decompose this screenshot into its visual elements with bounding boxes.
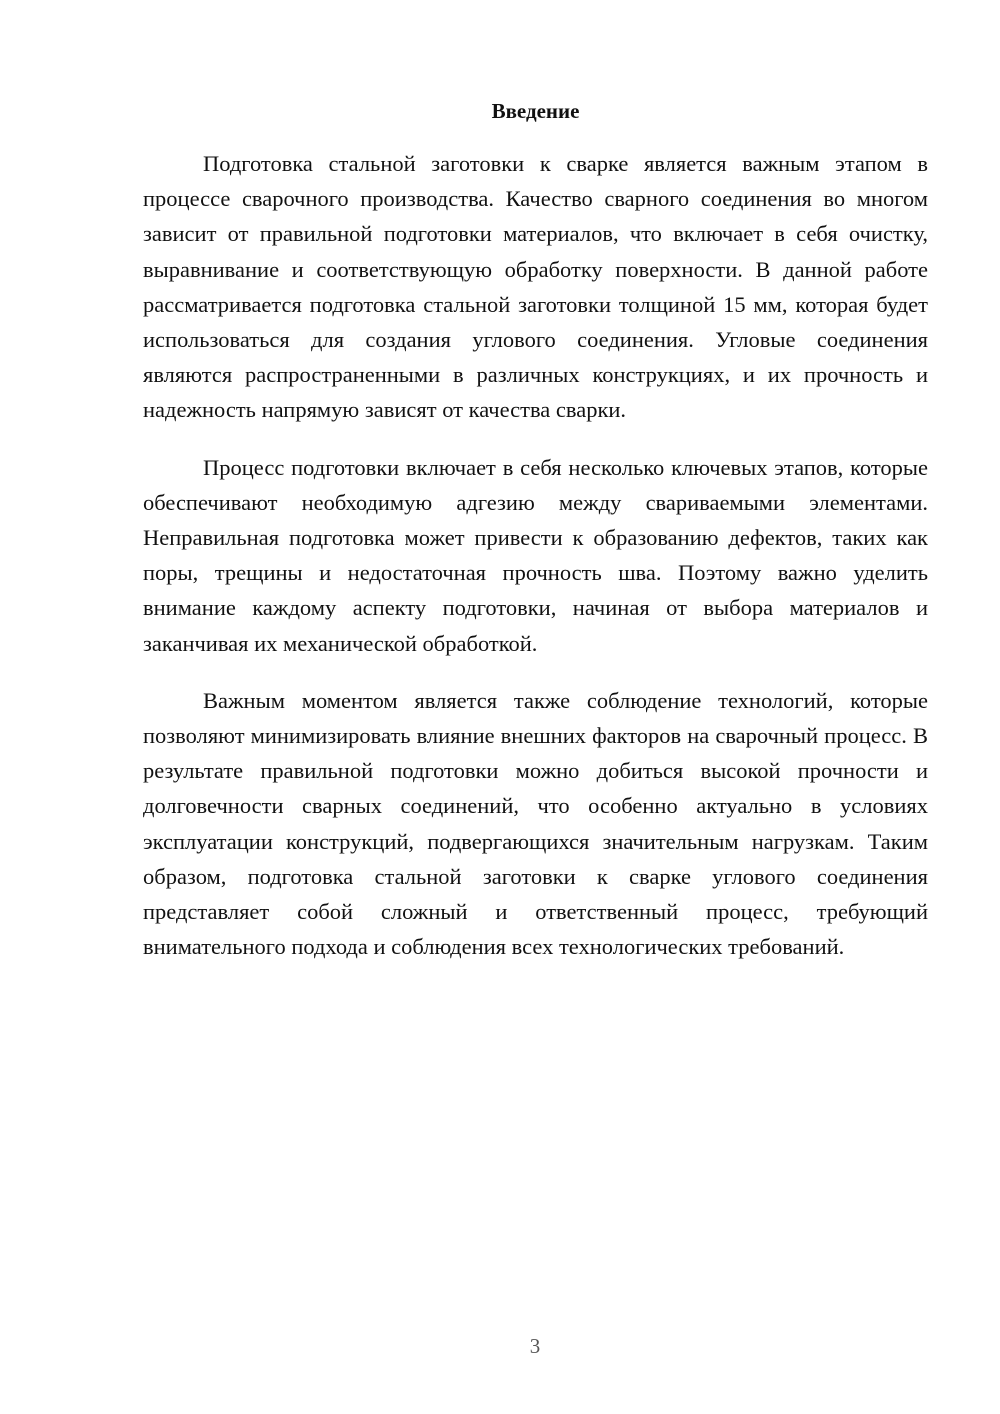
paragraph-2: Процесс подготовки включает в себя несколько ключевых этапов, которые обеспечивают необходимую адгезию между свариваемыми элементами. Неправильная подготовка может привести к образованию дефектов, таких как поры, трещины и недостаточная прочность шва. Поэтому важно уделить внимание каждому аспекту подготовки, начиная от выбора материалов и заканчивая их механической обработкой.	[143, 454, 928, 656]
paragraph-3: Важным моментом является также соблюдение технологий, которые позволяют минимизировать влияние внешних факторов на сварочный процесс. В результате правильной подготовки можно добиться высокой прочности и долговечности сварных соединений, что особенно актуально в условиях эксплуатации конструкций, подвергающихся значительным нагрузкам. Таким образом, подготовка стальной заготовки к сварке углового соединения представляет собой сложный и ответственный процесс, требующий внимательного подхода и соблюдения всех технологических требований.	[143, 687, 928, 960]
section-heading: Введение	[491, 99, 580, 123]
paragraph-1: Подготовка стальной заготовки к сварке является важным этапом в процессе сварочного производства. Качество сварного соединения во многом зависит от правильной подготовки материалов, что включает в себя очистку, выравнивание и соответствующую обработку поверхности. В данной работе рассматривается подготовка стальной заготовки толщиной 15 мм, которая будет использоваться для создания углового соединения. Угловые соединения являются распространенными в различных конструкциях, и их прочность и надежность напрямую зависят от качества сварки.	[143, 151, 928, 423]
page-content	[143, 98, 928, 964]
page-number: 3	[529, 1334, 541, 1358]
